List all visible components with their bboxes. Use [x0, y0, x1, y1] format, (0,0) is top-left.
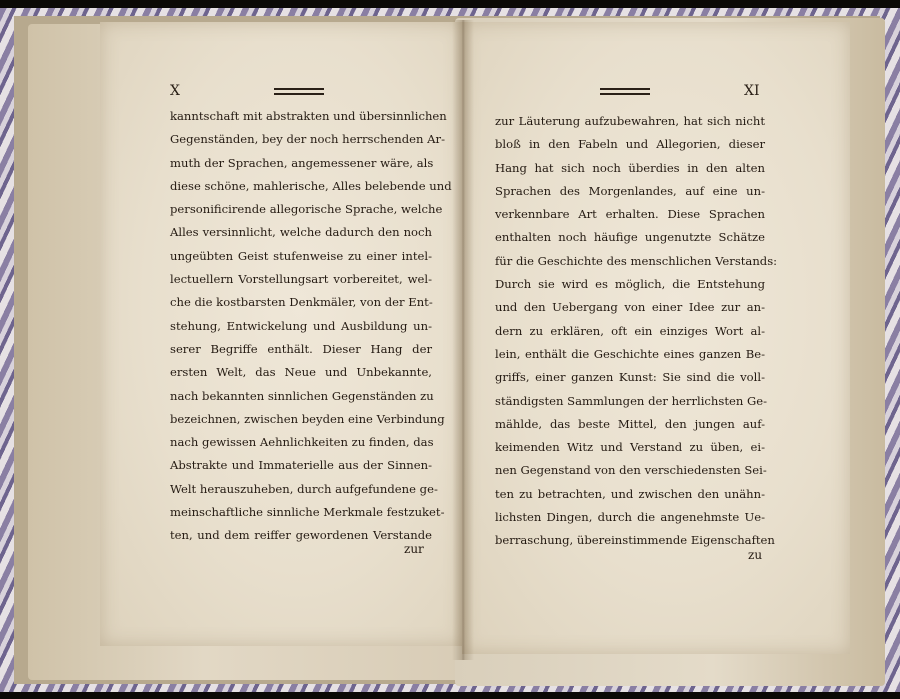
- right-catchword: zu: [748, 548, 763, 562]
- right-text-line: für die Geschichte des menschlichen Verstands:: [495, 253, 778, 268]
- right-text-line: Hang hat sich noch überdies in den alten: [495, 160, 765, 175]
- right-text-line: zur Läuterung aufzubewahren, hat sich nicht: [495, 114, 765, 128]
- left-text-line: lectuellern Vorstellungsart vorbereitet, wel-: [170, 272, 432, 287]
- right-page-number: XI: [744, 83, 760, 99]
- left-text-line: diese schöne, mahlerische, Alles belebende und: [170, 178, 452, 193]
- left-text-line: meinschaftliche sinnliche Merkmale festzuket-: [170, 505, 445, 520]
- left-text-line: kanntschaft mit abstrakten und übersinnlichen: [170, 109, 447, 123]
- right-text-line: Durch sie wird es möglich, die Entstehung: [495, 277, 765, 292]
- left-text-line: bezeichnen, zwischen beyden eine Verbindung: [170, 411, 445, 426]
- left-text-line: Alles versinnlicht, welche dadurch den noch: [170, 225, 432, 240]
- right-text-line: lein, enthält die Geschichte eines ganzen Be-: [495, 346, 765, 361]
- right-text-line: ständigsten Sammlungen der herrlichsten Ge-: [495, 393, 768, 408]
- left-text-line: stehung, Entwickelung und Ausbildung un-: [170, 318, 432, 333]
- left-text-line: serer Begriffe enthält. Dieser Hang der: [170, 341, 432, 356]
- right-text-line: berraschung, übereinstimmende Eigenschaften: [495, 533, 775, 548]
- left-text-line: personificirende allegorische Sprache, welche: [170, 202, 443, 217]
- right-text-line: verkennbare Art erhalten. Diese Sprachen: [495, 207, 765, 222]
- right-text-line: griffs, einer ganzen Kunst: Sie sind die voll-: [495, 370, 765, 385]
- left-text-line: nach bekannten sinnlichen Gegenständen zu: [170, 388, 434, 403]
- book-gutter: [452, 20, 474, 660]
- left-page-number: X: [170, 83, 180, 99]
- left-text-line: ersten Welt, das Neue und Unbekannte,: [170, 365, 432, 380]
- right-text-line: dern zu erklären, oft ein einziges Wort al-: [495, 323, 765, 338]
- left-catchword: zur: [404, 542, 424, 556]
- left-text-line: Welt herauszuheben, durch aufgefundene ge-: [170, 481, 438, 496]
- right-text-line: und den Uebergang von einer Idee zur an-: [495, 300, 765, 315]
- right-text-line: ten zu betrachten, und zwischen den unähn-: [495, 486, 765, 501]
- right-text-line: enthalten noch häufige ungenutzte Schätze: [495, 230, 765, 245]
- left-text-line: nach gewissen Aehnlichkeiten zu finden, das: [170, 435, 434, 450]
- left-text-line: Gegenständen, bey der noch herrschenden Ar-: [170, 132, 446, 147]
- left-text-line: ten, und dem reiffer gewordenen Verstande: [170, 528, 432, 543]
- left-text-line: muth der Sprachen, angemessener wäre, als: [170, 155, 434, 170]
- left-text-line: che die kostbarsten Denkmäler, von der Ent-: [170, 295, 433, 310]
- right-text-line: mählde, das beste Mittel, den jungen auf-: [495, 416, 765, 431]
- left-page-text: [170, 105, 452, 548]
- right-page-text: [495, 110, 778, 553]
- right-text-line: lichsten Dingen, durch die angenehmste Ue-: [495, 510, 765, 525]
- right-text-line: Sprachen des Morgenlandes, auf eine un-: [495, 183, 765, 198]
- right-text-line: keimenden Witz und Verstand zu üben, ei-: [495, 440, 765, 455]
- right-text-line: nen Gegenstand von den verschiedensten Sei-: [495, 463, 767, 478]
- left-text-line: Abstrakte und Immaterielle aus der Sinnen-: [170, 458, 432, 473]
- right-text-line: bloß in den Fabeln und Allegorien, dieser: [495, 137, 765, 152]
- right-header-rule: [600, 88, 650, 95]
- left-header-rule: [274, 88, 324, 95]
- left-text-line: ungeübten Geist stufenweise zu einer intel-: [170, 248, 432, 263]
